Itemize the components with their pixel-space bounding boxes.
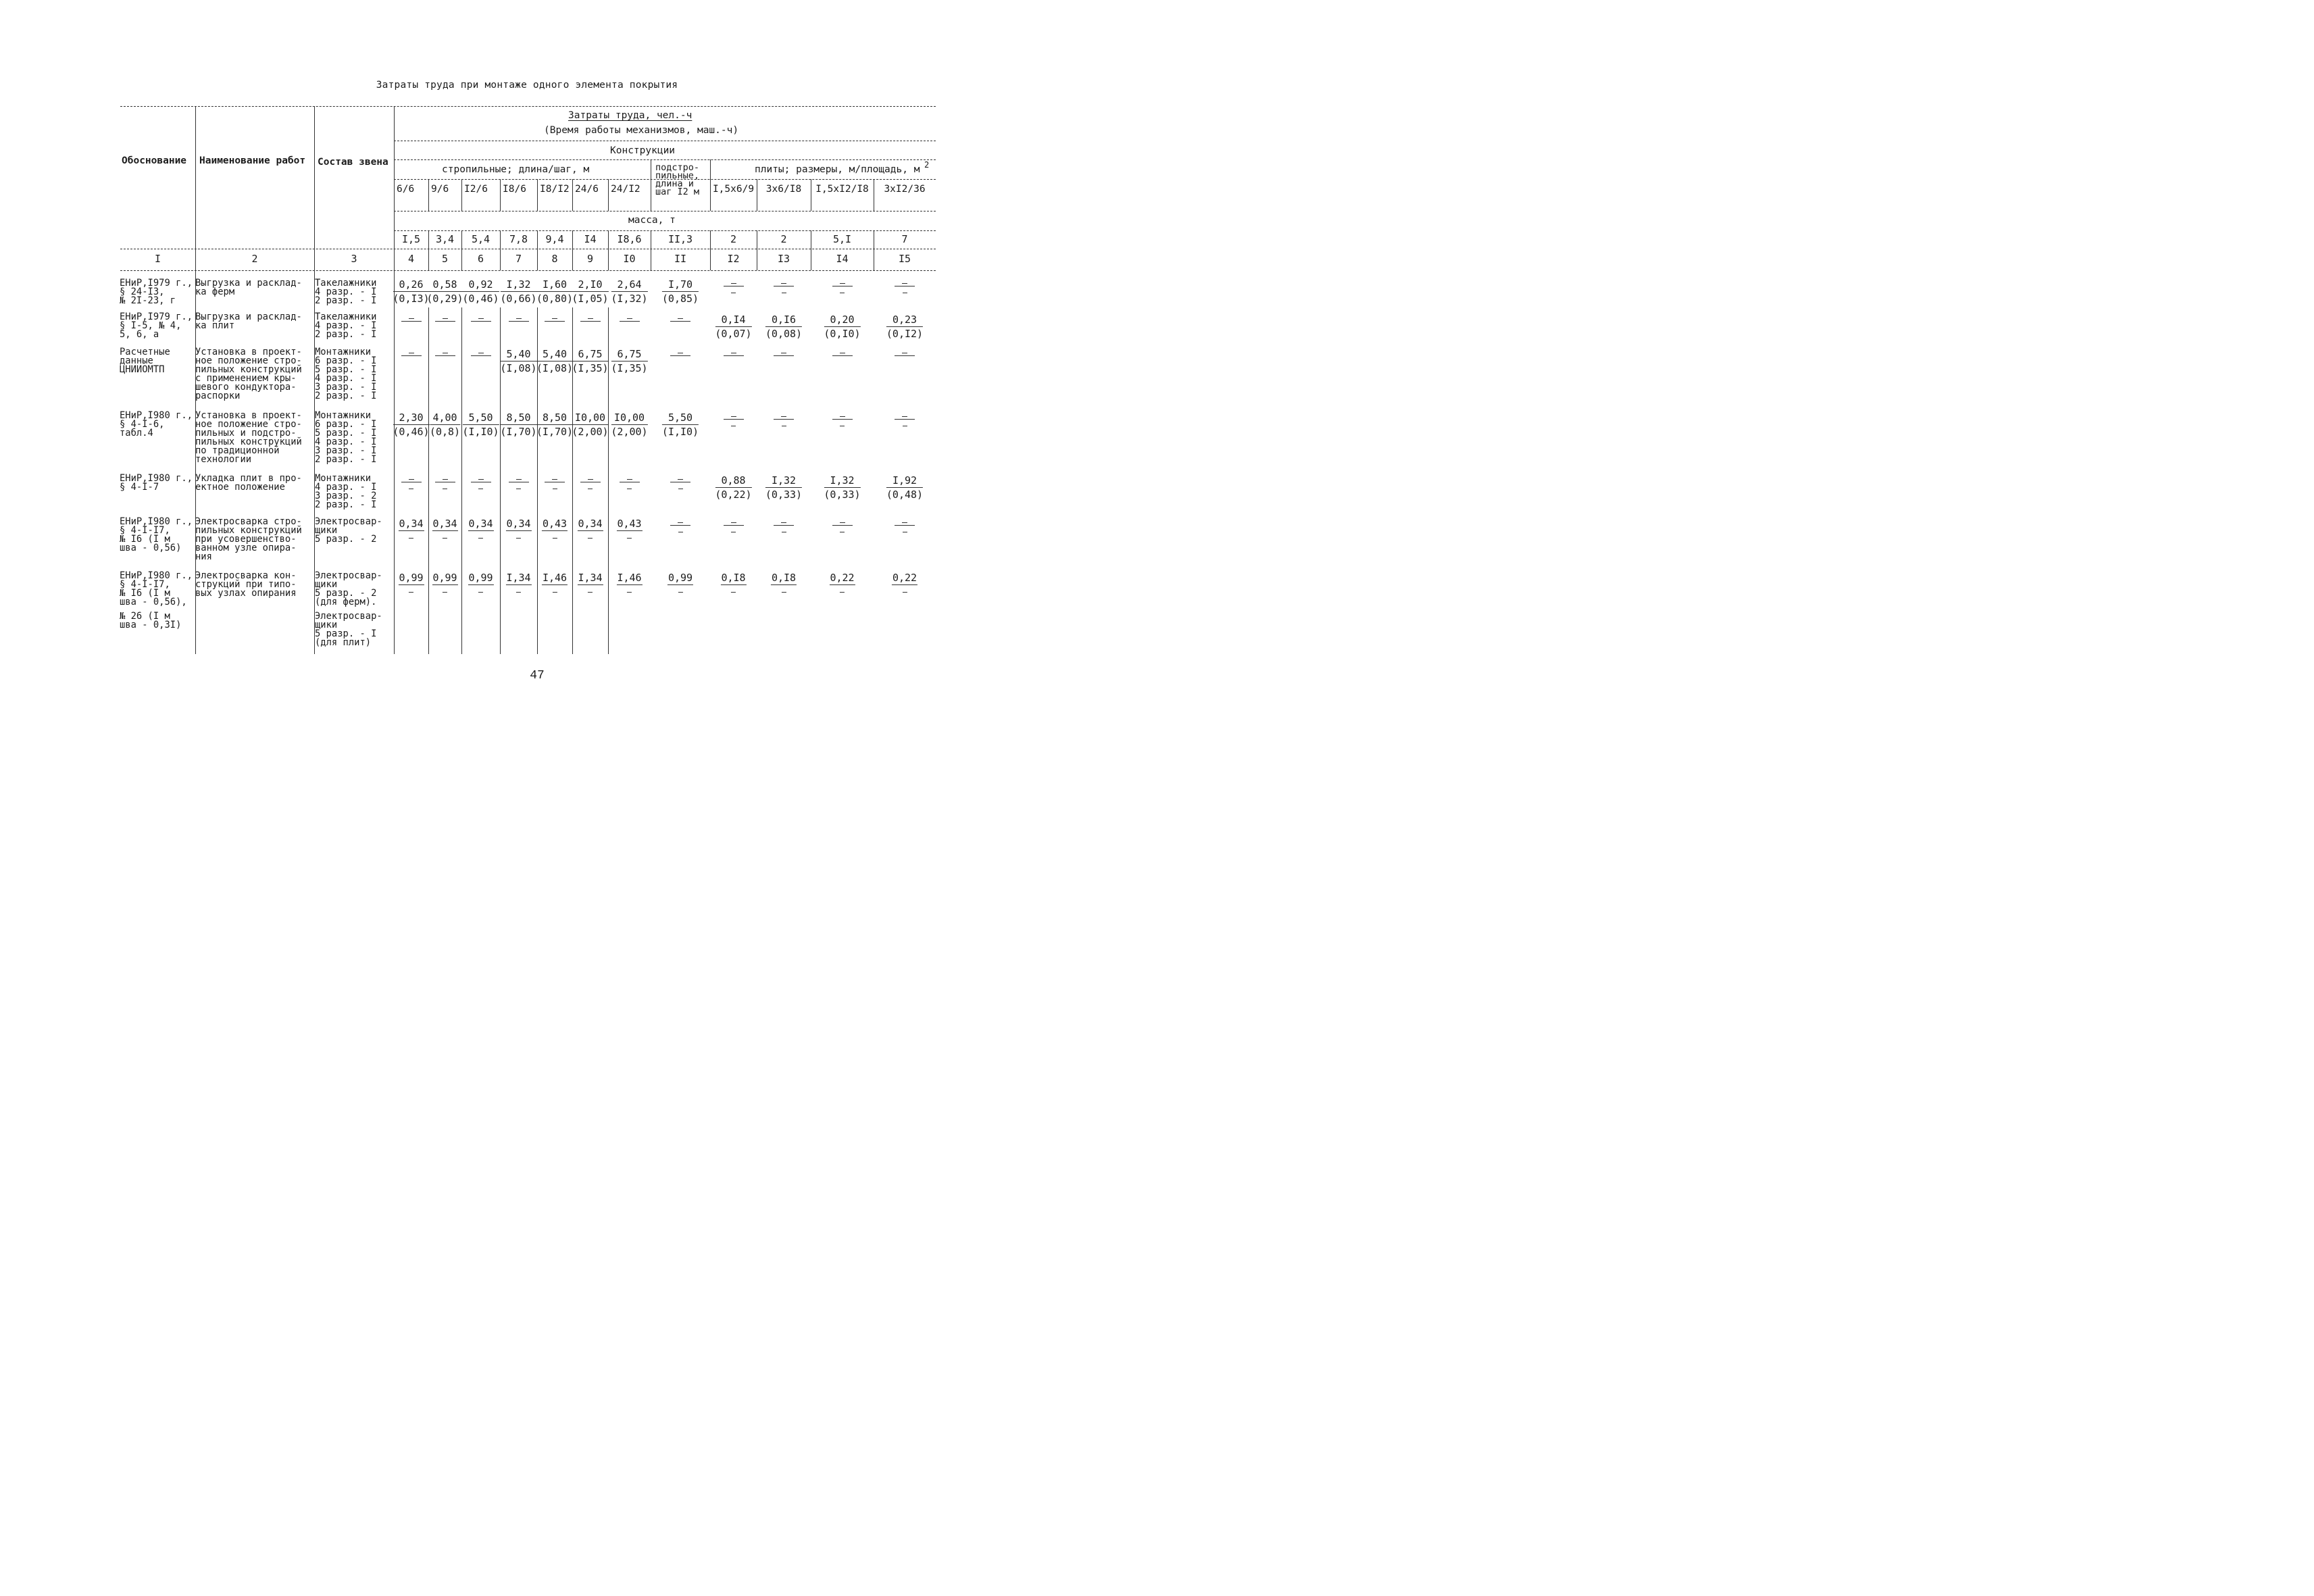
header-plity: плиты; размеры, м/площадь, м <box>755 164 920 175</box>
vrule-gmass-1 <box>710 230 711 270</box>
row-3-value-10 <box>832 412 853 426</box>
header-konstrukcii: Конструкции <box>610 145 676 156</box>
row-4-value-8: 0,88 (0,22) <box>715 474 752 501</box>
row-2-naimenovanie-1: ное положение стро- <box>195 355 302 366</box>
row-3-value-2: 5,50 (I,I0) <box>462 412 499 438</box>
row-4-value-6 <box>620 475 640 489</box>
row-5-naimenovanie-4: ния <box>195 551 212 562</box>
row-6-value-9: 0,I8 <box>771 571 797 599</box>
size-label-6: 24/I2 <box>611 184 640 195</box>
row-0-value-0: 0,26 (0,I3) <box>393 278 430 305</box>
row-5-value-7 <box>670 518 690 532</box>
size-label-3: I8/6 <box>503 184 526 195</box>
row-6-sostav-5: щики <box>315 620 338 630</box>
col-number-12: I3 <box>777 253 790 265</box>
row-4-value-9: I,32 (0,33) <box>765 474 803 501</box>
row-3-value-8 <box>724 412 744 426</box>
row-0-naimenovanie-0: Выгрузка и расклад- <box>195 278 302 289</box>
row-2-value-0 <box>401 349 422 356</box>
row-0-obosnovanie-0: ЕНиР,I979 г., <box>120 278 193 289</box>
mass-value-8: 2 <box>730 233 737 245</box>
row-1-value-11: 0,23 (0,I2) <box>886 314 924 340</box>
row-5-naimenovanie-0: Электросварка стро- <box>195 516 302 527</box>
row-3-naimenovanie-3: пильных конструкций <box>195 437 302 447</box>
row-0-value-9 <box>774 279 794 293</box>
row-1-value-6 <box>620 314 640 322</box>
row-5-value-10 <box>832 518 853 532</box>
row-5-obosnovanie-0: ЕНиР,I980 г., <box>120 516 193 527</box>
header-podstropilnye-3: шаг I2 м <box>655 186 700 197</box>
row-6-sostav-2: 5 разр. - 2 <box>315 588 377 599</box>
header-podstropilnye-1: пильные, <box>655 170 700 181</box>
col-number-9: I0 <box>623 253 636 265</box>
row-5-naimenovanie-2: при усовершенство- <box>195 534 297 545</box>
header-obosnovanie: Обоснование <box>122 155 187 166</box>
header-sostav: Состав звена <box>318 157 388 168</box>
row-5-sostav-2: 5 разр. - 2 <box>315 534 377 545</box>
row-6-obosnovanie-4: № 26 (I м <box>120 611 170 622</box>
col-number-10: II <box>674 253 687 265</box>
row-3-sostav-4: 3 разр. - I <box>315 445 377 456</box>
row-3-value-6: I0,00 (2,00) <box>611 412 648 438</box>
col-number-5: 6 <box>477 253 484 265</box>
row-2-value-11 <box>895 349 915 356</box>
row-6-value-2: 0,99 <box>468 571 493 599</box>
row-4-value-0 <box>401 475 422 489</box>
mass-value-4: 9,4 <box>545 233 564 245</box>
row-1-value-4 <box>545 314 565 322</box>
row-1-value-1 <box>435 314 455 322</box>
row-6-value-0: 0,99 <box>398 571 424 599</box>
header-zatraty: Затраты труда, чел.-ч <box>568 110 693 121</box>
vrule-size-1 <box>461 179 462 211</box>
row-6-sostav-6: 5 разр. - I <box>315 628 377 639</box>
row-1-sostav-0: Такелажники <box>315 311 377 322</box>
row-5-value-1: 0,34 <box>432 517 457 545</box>
row-3-naimenovanie-4: по традиционной <box>195 445 280 456</box>
row-6-naimenovanie-2: вых узлах опирания <box>195 588 297 599</box>
vrule-mass-0 <box>428 230 429 270</box>
row-2-naimenovanie-2: пильных конструкций <box>195 364 302 375</box>
row-5-value-8 <box>724 518 744 532</box>
row-3-naimenovanie-1: ное положение стро- <box>195 419 302 430</box>
row-3-value-11 <box>895 412 915 426</box>
row-2-naimenovanie-0: Установка в проект- <box>195 347 302 357</box>
row-1-value-3 <box>509 314 529 322</box>
vrule-main-2 <box>394 106 395 654</box>
row-5-value-2: 0,34 <box>468 517 493 545</box>
vrule-mass-1 <box>461 230 462 270</box>
row-4-sostav-1: 4 разр. - I <box>315 482 377 493</box>
row-2-value-4: 5,40 (I,08) <box>536 348 574 374</box>
row-2-sostav-5: 2 разр. - I <box>315 391 377 401</box>
row-3-sostav-1: 6 разр. - I <box>315 419 377 430</box>
row-2-naimenovanie-3: с применением кры- <box>195 373 297 384</box>
row-4-obosnovanie-0: ЕНиР,I980 г., <box>120 473 193 484</box>
row-4-sostav-3: 2 разр. - I <box>315 499 377 510</box>
vrule-size-2 <box>500 179 501 211</box>
row-1-sostav-1: 4 разр. - I <box>315 320 377 331</box>
row-0-obosnovanie-1: § 24-I3, <box>120 286 165 297</box>
row-5-value-6: 0,43 <box>616 517 642 545</box>
row-5-value-3: 0,34 <box>505 517 531 545</box>
row-4-sostav-0: Монтажники <box>315 473 372 484</box>
col-number-4: 5 <box>441 253 449 265</box>
row-1-value-8: 0,I4 (0,07) <box>715 314 752 340</box>
size-label-1: 9/6 <box>431 184 449 195</box>
vrule-mass-3 <box>537 230 538 270</box>
row-2-naimenovanie-5: распорки <box>195 391 241 401</box>
row-6-value-11: 0,22 <box>892 571 917 599</box>
row-4-obosnovanie-1: § 4-I-7 <box>120 482 159 493</box>
row-2-obosnovanie-0: Расчетные <box>120 347 170 357</box>
row-0-sostav-1: 4 разр. - I <box>315 286 377 297</box>
size-label-11: 3xI2/36 <box>884 184 926 195</box>
row-2-value-6: 6,75 (I,35) <box>611 348 648 374</box>
vrule-size-0 <box>428 179 429 211</box>
row-0-value-5: 2,I0 (I,05) <box>572 278 609 305</box>
col-number-1: 2 <box>251 253 258 265</box>
row-1-obosnovanie-2: 5, 6, а <box>120 329 159 340</box>
mass-value-9: 2 <box>780 233 787 245</box>
row-1-sostav-2: 2 разр. - I <box>315 329 377 340</box>
col-number-11: I2 <box>727 253 740 265</box>
col-number-0: I <box>154 253 161 265</box>
row-5-naimenovanie-1: пильных конструкций <box>195 525 302 536</box>
row-0-value-4: I,60 (0,80) <box>536 278 574 305</box>
row-0-naimenovanie-1: ка ферм <box>195 286 235 297</box>
row-6-naimenovanie-1: струкций при типо- <box>195 579 297 590</box>
row-6-obosnovanie-2: № I6 (I м <box>120 588 170 599</box>
row-1-value-2 <box>471 314 491 322</box>
row-5-value-0: 0,34 <box>398 517 424 545</box>
mass-value-3: 7,8 <box>509 233 528 245</box>
row-4-naimenovanie-1: ектное положение <box>195 482 285 493</box>
header-vremya: (Время работы механизмов, маш.-ч) <box>544 125 739 136</box>
row-6-value-10: 0,22 <box>829 571 855 599</box>
row-6-sostav-3: (для ферм). <box>315 597 377 607</box>
row-6-sostav-1: щики <box>315 579 338 590</box>
row-6-value-3: I,34 <box>505 571 531 599</box>
size-label-10: I,5xI2/I8 <box>815 184 869 195</box>
row-0-sostav-2: 2 разр. - I <box>315 295 377 306</box>
row-2-value-8 <box>724 349 744 356</box>
size-label-9: 3x6/I8 <box>765 184 802 195</box>
page-number: 47 <box>530 669 545 682</box>
row-1-value-5 <box>580 314 601 322</box>
vrule-data-1 <box>461 307 462 654</box>
row-5-obosnovanie-1: § 4-I-I7, <box>120 525 170 536</box>
size-label-8: I,5x6/9 <box>712 184 755 195</box>
col-number-6: 7 <box>515 253 522 265</box>
row-3-naimenovanie-2: пильных и подстро- <box>195 428 297 439</box>
row-0-obosnovanie-2: № 2I-23, г <box>120 295 176 306</box>
row-5-sostav-0: Электросвар- <box>315 516 382 527</box>
rule-under-numbers <box>120 270 936 271</box>
row-4-value-1 <box>435 475 455 489</box>
row-0-value-10 <box>832 279 853 293</box>
row-3-sostav-2: 5 разр. - I <box>315 428 377 439</box>
row-6-obosnovanie-5: шва - 0,3I) <box>120 620 182 630</box>
mass-value-5: I4 <box>584 233 597 245</box>
rule-top <box>120 106 936 107</box>
header-stropilnye: стропильные; длина/шаг, м <box>442 164 590 175</box>
row-2-sostav-4: 3 разр. - I <box>315 382 377 393</box>
mass-value-11: 7 <box>901 233 908 245</box>
row-2-sostav-3: 4 разр. - I <box>315 373 377 384</box>
rule-under-konstr <box>394 159 936 160</box>
vrule-mass-5 <box>608 230 609 270</box>
mass-value-0: I,5 <box>401 233 421 245</box>
row-3-value-7: 5,50 (I,I0) <box>661 412 699 438</box>
row-2-sostav-1: 6 разр. - I <box>315 355 377 366</box>
row-2-value-10 <box>832 349 853 356</box>
row-0-value-8 <box>724 279 744 293</box>
row-1-naimenovanie-0: Выгрузка и расклад- <box>195 311 302 322</box>
row-1-value-7 <box>670 314 690 322</box>
row-2-obosnovanie-2: ЦНИИОМТП <box>120 364 165 375</box>
vrule-size-5 <box>608 179 609 211</box>
row-6-sostav-0: Электросвар- <box>315 570 382 581</box>
row-5-value-11 <box>895 518 915 532</box>
header-podstropilnye-0: подстро- <box>655 162 700 173</box>
row-0-value-2: 0,92 (0,46) <box>462 278 499 305</box>
row-0-value-7: I,70 (0,85) <box>661 278 699 305</box>
mass-value-1: 3,4 <box>435 233 455 245</box>
header-podstropilnye-2: длина и <box>655 178 694 189</box>
row-3-value-9 <box>774 412 794 426</box>
row-2-value-7 <box>670 349 690 356</box>
row-5-value-5: 0,34 <box>577 517 603 545</box>
mass-value-2: 5,4 <box>471 233 491 245</box>
row-4-value-10: I,32 (0,33) <box>824 474 861 501</box>
row-2-sostav-2: 5 разр. - I <box>315 364 377 375</box>
vrule-size-3 <box>537 179 538 211</box>
size-label-2: I2/6 <box>464 184 488 195</box>
row-3-obosnovanie-0: ЕНиР,I980 г., <box>120 410 193 421</box>
col-number-8: 9 <box>586 253 594 265</box>
row-3-value-0: 2,30 (0,46) <box>393 412 430 438</box>
row-1-value-9: 0,I6 (0,08) <box>765 314 803 340</box>
size-label-0: 6/6 <box>397 184 415 195</box>
size-label-4: I8/I2 <box>540 184 570 195</box>
vrule-group-1 <box>710 159 711 211</box>
row-1-value-10: 0,20 (0,I0) <box>824 314 861 340</box>
row-2-value-1 <box>435 349 455 356</box>
row-6-obosnovanie-0: ЕНиР,I980 г., <box>120 570 193 581</box>
row-0-sostav-0: Такелажники <box>315 278 377 289</box>
row-3-sostav-3: 4 разр. - I <box>315 437 377 447</box>
row-1-obosnovanie-1: § I-5, № 4, <box>120 320 182 331</box>
row-3-value-1: 4,00 (0,8) <box>429 412 461 438</box>
row-6-value-5: I,34 <box>577 571 603 599</box>
row-2-naimenovanie-4: шевого кондуктора- <box>195 382 297 393</box>
row-4-value-3 <box>509 475 529 489</box>
rule-under-massa <box>394 230 936 231</box>
row-4-sostav-2: 3 разр. - 2 <box>315 491 377 501</box>
row-4-value-5 <box>580 475 601 489</box>
row-3-value-4: 8,50 (I,70) <box>536 412 574 438</box>
size-label-5: 24/6 <box>575 184 599 195</box>
row-5-obosnovanie-3: шва - 0,56) <box>120 543 182 553</box>
row-2-value-3: 5,40 (I,08) <box>500 348 537 374</box>
vrule-data-0 <box>428 307 429 654</box>
row-2-obosnovanie-1: данные <box>120 355 153 366</box>
row-6-obosnovanie-3: шва - 0,56), <box>120 597 187 607</box>
vrule-mass-2 <box>500 230 501 270</box>
row-3-value-3: 8,50 (I,70) <box>500 412 537 438</box>
col-number-2: 3 <box>351 253 357 265</box>
row-6-sostav-7: (для плит) <box>315 637 372 648</box>
row-3-naimenovanie-5: технологии <box>195 454 252 465</box>
header-naimenovanie: Наименование работ <box>199 155 306 166</box>
vrule-size-4 <box>572 179 573 211</box>
row-3-sostav-0: Монтажники <box>315 410 372 421</box>
header-plity-sup: 2 <box>924 160 930 170</box>
row-0-value-3: I,32 (0,66) <box>500 278 537 305</box>
row-3-naimenovanie-0: Установка в проект- <box>195 410 302 421</box>
row-6-value-1: 0,99 <box>432 571 457 599</box>
row-4-naimenovanie-0: Укладка плит в про- <box>195 473 302 484</box>
row-2-value-2 <box>471 349 491 356</box>
row-0-value-11 <box>895 279 915 293</box>
mass-value-6: I8,6 <box>617 233 642 245</box>
mass-value-7: II,3 <box>668 233 693 245</box>
col-number-13: I4 <box>836 253 849 265</box>
row-6-value-4: I,46 <box>542 571 568 599</box>
page-title: Затраты труда при монтаже одного элемента покрытия <box>376 80 678 91</box>
row-5-obosnovanie-2: № I6 (I м <box>120 534 170 545</box>
row-4-value-2 <box>471 475 491 489</box>
row-5-value-9 <box>774 518 794 532</box>
col-number-14: I5 <box>898 253 911 265</box>
row-3-sostav-5: 2 разр. - I <box>315 454 377 465</box>
row-6-value-6: I,46 <box>616 571 642 599</box>
row-5-sostav-1: щики <box>315 525 338 536</box>
col-number-3: 4 <box>407 253 415 265</box>
row-3-obosnovanie-1: § 4-I-6, <box>120 419 165 430</box>
header-massa: масса, т <box>628 215 676 226</box>
row-5-naimenovanie-3: ванном узле опира- <box>195 543 297 553</box>
row-6-obosnovanie-1: § 4-I-I7, <box>120 579 170 590</box>
row-2-sostav-0: Монтажники <box>315 347 372 357</box>
row-4-value-4 <box>545 475 565 489</box>
row-6-value-7: 0,99 <box>668 571 693 599</box>
row-4-value-11: I,92 (0,48) <box>886 474 924 501</box>
row-2-value-5: 6,75 (I,35) <box>572 348 609 374</box>
row-1-obosnovanie-0: ЕНиР,I979 г., <box>120 311 193 322</box>
row-6-sostav-4: Электросвар- <box>315 611 382 622</box>
row-2-value-9 <box>774 349 794 356</box>
row-1-value-0 <box>401 314 422 322</box>
vrule-mass-4 <box>572 230 573 270</box>
mass-value-10: 5,I <box>832 233 852 245</box>
row-6-naimenovanie-0: Электросварка кон- <box>195 570 297 581</box>
row-5-value-4: 0,43 <box>542 517 568 545</box>
row-6-value-8: 0,I8 <box>720 571 746 599</box>
row-3-value-5: I0,00 (2,00) <box>572 412 609 438</box>
row-0-value-6: 2,64 (I,32) <box>611 278 648 305</box>
col-number-7: 8 <box>551 253 558 265</box>
row-1-naimenovanie-1: ка плит <box>195 320 235 331</box>
row-0-value-1: 0,58 (0,29) <box>426 278 463 305</box>
row-3-obosnovanie-2: табл.4 <box>120 428 153 439</box>
row-4-value-7 <box>670 475 690 489</box>
